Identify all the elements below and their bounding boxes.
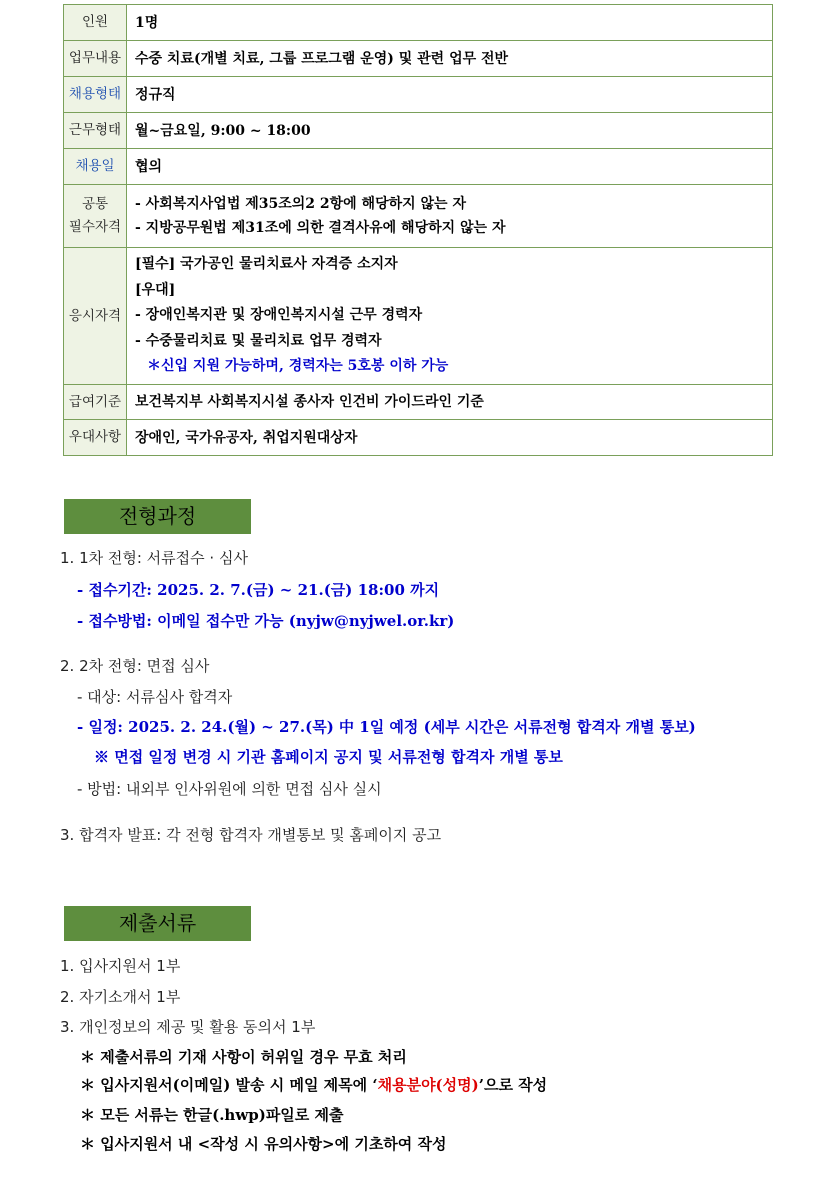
value-line: - 지방공무원법 제31조에 의한 결격사유에 해당하지 않는 자 xyxy=(135,220,506,236)
process-step2-note: ※ 면접 일정 변경 시 기관 홈페이지 공지 및 서류전형 합격자 개별 통보 xyxy=(94,748,563,766)
table-row xyxy=(64,5,773,41)
row-label-work-schedule: 근무형태 xyxy=(64,113,127,149)
row-value-preference: 장애인, 국가유공자, 취업지원대상자 xyxy=(127,420,773,456)
section-header-process: 전형과정 xyxy=(64,499,251,534)
document-note4: ＊ 입사지원서 내 <작성 시 유의사항>에 기초하여 작성 xyxy=(80,1135,447,1153)
document-item2: 2. 자기소개서 1부 xyxy=(60,988,181,1006)
process-step1: 1. 1차 전형: 서류접수 · 심사 xyxy=(60,549,248,567)
document-note2-pre: ＊ 입사지원서(이메일) 발송 시 메일 제목에 ‘ xyxy=(80,1076,378,1094)
row-value-headcount: 1명 xyxy=(127,5,773,41)
section-header-documents: 제출서류 xyxy=(64,906,251,941)
row-label-duties: 업무내용 xyxy=(64,41,127,77)
document-note2-post: ’으로 작성 xyxy=(478,1076,548,1094)
row-label-common-requirements xyxy=(64,185,127,248)
value-line: - 장애인복지관 및 장애인복지시설 근무 경력자 xyxy=(135,307,423,324)
table-row xyxy=(64,149,773,185)
qualification-note: ＊신입 지원 가능하며, 경력자는 5호봉 이하 가능 xyxy=(147,358,449,375)
row-value-qualifications xyxy=(127,248,773,385)
document-item1: 1. 입사지원서 1부 xyxy=(60,957,181,975)
label-line: 공통 xyxy=(81,196,109,212)
row-label-preference: 우대사항 xyxy=(64,420,127,456)
process-step2-target: - 대상: 서류심사 합격자 xyxy=(77,688,233,706)
label-line: 필수자격 xyxy=(68,219,122,235)
row-label-employment-type: 채용형태 xyxy=(64,77,127,113)
document-note2 xyxy=(80,1074,547,1095)
process-step1-period: - 접수기간: 2025. 2. 7.(금) ~ 21.(금) 18:00 까지 xyxy=(77,581,440,599)
row-label-qualifications: 응시자격 xyxy=(64,248,127,385)
row-value-salary: 보건복지부 사회복지시설 종사자 인건비 가이드라인 기준 xyxy=(127,385,773,420)
table-row xyxy=(64,248,773,385)
document-note2-highlight: 채용분야(성명) xyxy=(377,1076,479,1094)
process-step1-method: - 접수방법: 이메일 접수만 가능 (nyjw@nyjwel.or.kr) xyxy=(77,612,455,630)
row-label-headcount: 인원 xyxy=(64,5,127,41)
value-line: - 수중물리치료 및 물리치료 업무 경력자 xyxy=(135,332,382,349)
job-info-table xyxy=(63,4,773,456)
row-value-employment-type: 정규직 xyxy=(127,77,773,113)
row-label-hire-date: 채용일 xyxy=(64,149,127,185)
table-row xyxy=(64,385,773,420)
document-note3: ＊ 모든 서류는 한글(.hwp)파일로 제출 xyxy=(80,1106,344,1124)
table-row xyxy=(64,41,773,77)
row-value-duties: 수중 치료(개별 치료, 그룹 프로그램 운영) 및 관련 업무 전반 xyxy=(127,41,773,77)
row-value-hire-date: 협의 xyxy=(127,149,773,185)
table-row xyxy=(64,77,773,113)
row-value-work-schedule: 월~금요일, 9:00 ~ 18:00 xyxy=(127,113,773,149)
table-row xyxy=(64,185,773,248)
document-note1: ＊ 제출서류의 기재 사항이 허위일 경우 무효 처리 xyxy=(80,1048,407,1066)
process-step2: 2. 2차 전형: 면접 심사 xyxy=(60,657,210,675)
value-line: [필수] 국가공인 물리치료사 자격증 소지자 xyxy=(135,256,398,273)
process-step3: 3. 합격자 발표: 각 전형 합격자 개별통보 및 홈페이지 공고 xyxy=(60,826,442,844)
document-item3: 3. 개인정보의 제공 및 활용 동의서 1부 xyxy=(60,1018,316,1036)
table-row xyxy=(64,420,773,456)
row-value-common-requirements xyxy=(127,185,773,248)
table-row xyxy=(64,113,773,149)
row-label-salary: 급여기준 xyxy=(64,385,127,420)
process-step2-method: - 방법: 내외부 인사위원에 의한 면접 심사 실시 xyxy=(77,780,382,798)
process-step2-schedule: - 일정: 2025. 2. 24.(월) ~ 27.(목) 中 1일 예정 (세부 시간은 서류전형 합격자 개별 통보) xyxy=(77,718,696,736)
value-line: - 사회복지사업법 제35조의2 2항에 해당하지 않는 자 xyxy=(135,196,466,212)
value-line: [우대] xyxy=(135,281,176,298)
